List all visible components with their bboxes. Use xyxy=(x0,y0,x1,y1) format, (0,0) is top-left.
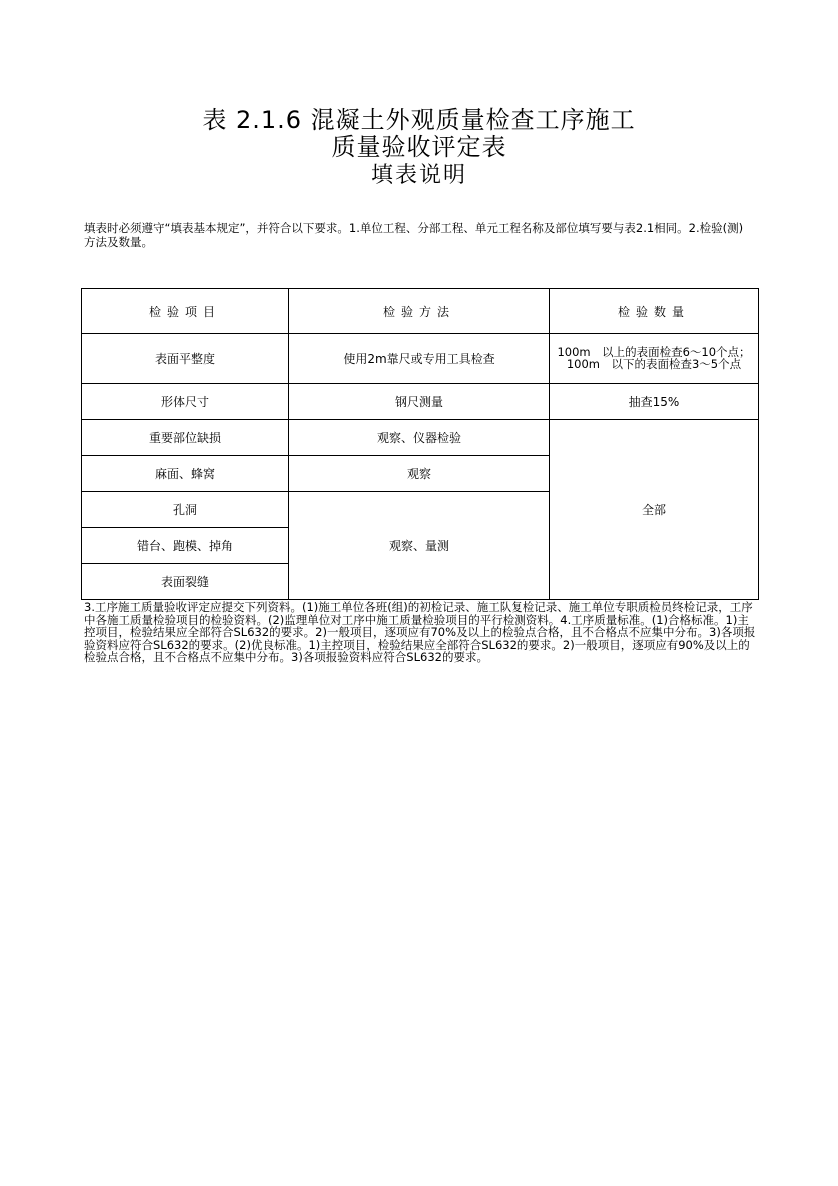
header-method: 检验方法 xyxy=(289,289,550,334)
item-cell: 孔洞 xyxy=(82,492,289,528)
method-cell: 观察、仪器检验 xyxy=(289,420,550,456)
header-quantity: 检验数量 xyxy=(550,289,759,334)
table-row xyxy=(82,420,759,456)
quantity-cell: 抽查15% xyxy=(550,384,759,420)
quantity-cell: 100m 以上的表面检查6～10个点；100m 以下的表面检查3～5个点 xyxy=(550,334,759,384)
title-line-3: 填表说明 xyxy=(370,163,467,188)
item-cell: 表面平整度 xyxy=(82,334,289,384)
method-cell: 观察 xyxy=(289,456,550,492)
item-cell: 形体尺寸 xyxy=(82,384,289,420)
method-cell: 使用2m靠尺或专用工具检查 xyxy=(289,334,550,384)
method-cell: 钢尺测量 xyxy=(289,384,550,420)
item-cell: 重要部位缺损 xyxy=(82,420,289,456)
title-line-2: 质量验收评定表 xyxy=(331,133,507,161)
item-cell: 表面裂缝 xyxy=(82,564,289,600)
notes-text: 3.工序施工质量验收评定应提交下列资料。(1)施工单位各班(组)的初检记录、施工队复检记录、施工单位专职质检员终检记录，工序中各施工质量检验项目的检验资料。(2)监理单位对工序中施工质量检验项目的平行检测资料。4.工序质量标准。(1)合格标准。1)主控项目，检验结果应全部符合SL632的要求。2)一般项目，逐项应有70%及以上的检验点合格，且不合格点不应集中分布。3)各项报验资料应符合SL632的要求。(2)优良标准。1)主控项目，检验结果应全部符合SL632的要求。2)一般项目，逐项应有90%及以上的检验点合格，且不合格点不应集中分布。3)各项报验资料应符合SL632的要求。 xyxy=(84,600,756,665)
table-row xyxy=(82,384,759,420)
item-cell: 错台、跑模、掉角 xyxy=(82,528,289,564)
title-line-1: 表 2.1.6 混凝土外观质量检查工序施工 xyxy=(202,106,636,134)
header-item: 检验项目 xyxy=(82,289,289,334)
table-row xyxy=(82,334,759,384)
intro-text: 填表时必须遵守“填表基本规定”，并符合以下要求。1.单位工程、分部工程、单元工程名称及部位填写要与表2.1相同。2.检验(测)方法及数量。 xyxy=(84,221,744,249)
merged-quantity-cell: 全部 xyxy=(550,420,759,600)
merged-method-cell: 观察、量测 xyxy=(289,492,550,600)
inspection-table xyxy=(81,288,759,600)
table-header-row xyxy=(82,289,759,334)
item-cell: 麻面、蜂窝 xyxy=(82,456,289,492)
